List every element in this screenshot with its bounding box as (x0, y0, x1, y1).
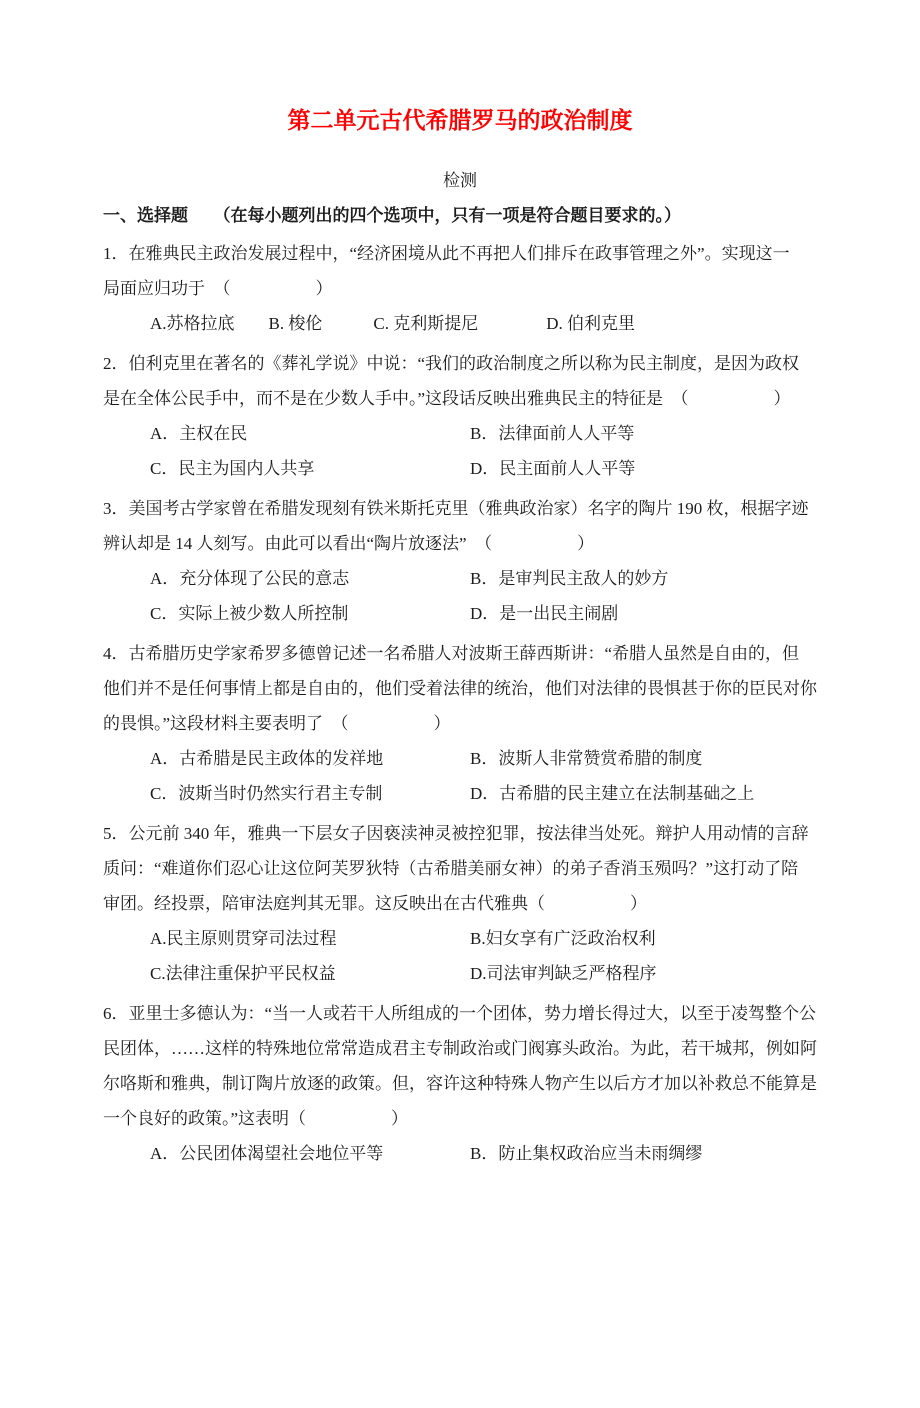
question-5-option-text: A.民主原则贯穿司法过程 (150, 929, 337, 948)
question-2-stem-line: 2．伯利克里在著名的《葬礼学说》中说：“我们的政治制度之所以称为民主制度，是因为政权 (103, 354, 800, 373)
question-6 (0, 996, 920, 1171)
question-3-option-text: B．是审判民主敌人的妙方 (470, 569, 669, 588)
question-2-option-text: B．法律面前人人平等 (470, 424, 635, 443)
question-3 (0, 491, 920, 631)
question-4-options-row (150, 741, 920, 776)
unit-title: 第二单元古代希腊罗马的政治制度 (287, 108, 633, 133)
question-3-option-text: D．是一出民主闹剧 (470, 604, 619, 623)
question-4-option-text: D．古希腊的民主建立在法制基础之上 (470, 784, 755, 803)
question-4-stem-line: 4．古希腊历史学家希罗多德曾记述一名希腊人对波斯王薛西斯讲：“希腊人虽然是自由的，但 (103, 644, 800, 663)
question-2-option-text: C．民主为国内人共享 (150, 459, 315, 478)
question-5-options-row (150, 956, 920, 991)
question-5 (0, 816, 920, 991)
question-5-option-text: D.司法审判缺乏严格程序 (470, 964, 657, 983)
question-3-option-text: C．实际上被少数人所控制 (150, 604, 349, 623)
question-5-stem-line: 5．公元前 340 年，雅典一下层女子因亵渎神灵被控犯罪，按法律当处死。辩护人用动情的言辞 (103, 824, 809, 843)
paper-subtitle: 检测 (443, 171, 477, 190)
question-1-stem-line: 局面应归功于 （ ） (103, 279, 333, 298)
question-5-options-row (150, 921, 920, 956)
question-6-stem-line: 尔咯斯和雅典，制订陶片放逐的政策。但，容许这种特殊人物产生以后方才加以补救总不能算是 (103, 1074, 817, 1093)
question-2 (0, 346, 920, 486)
question-2-option-text: D．民主面前人人平等 (470, 459, 636, 478)
question-2-stem-line: 是在全体公民手中，而不是在少数人手中。”这段话反映出雅典民主的特征是 （ ） (103, 389, 791, 408)
question-2-options-row (150, 416, 920, 451)
question-2-option-text: A．主权在民 (150, 424, 248, 443)
question-1-stem-line: 1．在雅典民主政治发展过程中，“经济困境从此不再把人们排斥在政事管理之外”。实现这一 (103, 244, 790, 263)
question-4-options-row (150, 776, 920, 811)
question-1 (0, 236, 920, 341)
exam-paper-page (0, 106, 920, 1408)
questions-list (0, 236, 920, 1171)
question-3-stem-line: 辨认却是 14 人刻写。由此可以看出“陶片放逐法” （ ） (103, 534, 595, 553)
question-4-option-text: C．波斯当时仍然实行君主专制 (150, 784, 383, 803)
question-1-option-text: A.苏格拉底 B. 梭伦 C. 克利斯提尼 D. 伯利克里 (150, 314, 635, 333)
question-4-stem-line: 他们并不是任何事情上都是自由的，他们受着法律的统治，他们对法律的畏惧甚于你的臣民对你 (103, 679, 817, 698)
question-6-stem-line: 一个良好的政策。”这表明（ ） (103, 1109, 409, 1128)
question-5-stem-line: 审团。经投票，陪审法庭判其无罪。这反映出在古代雅典（ ） (103, 894, 647, 913)
question-5-stem-line: 质问：“难道你们忍心让这位阿芙罗狄特（古希腊美丽女神）的弟子香消玉殒吗？”这打动了陪 (103, 859, 799, 878)
question-3-options-row (150, 561, 920, 596)
question-2-options-row (150, 451, 920, 486)
section-heading-multiple-choice: 一、选择题 （在每小题列出的四个选项中，只有一项是符合题目要求的。） (103, 206, 681, 225)
question-5-option-text: C.法律注重保护平民权益 (150, 964, 336, 983)
question-6-option-text: B．防止集权政治应当未雨绸缪 (470, 1144, 703, 1163)
question-3-options-row (150, 596, 920, 631)
question-4-stem-line: 的畏惧。”这段材料主要表明了 （ ） (103, 714, 451, 733)
question-3-option-text: A．充分体现了公民的意志 (150, 569, 350, 588)
question-4-option-text: A．古希腊是民主政体的发祥地 (150, 749, 384, 768)
question-6-option-text: A．公民团体渴望社会地位平等 (150, 1144, 384, 1163)
question-6-stem-line: 民团体，……这样的特殊地位常常造成君主专制政治或门阀寡头政治。为此，若干城邦，例如阿 (103, 1039, 817, 1058)
question-5-option-text: B.妇女享有广泛政治权利 (470, 929, 656, 948)
question-3-stem-line: 3．美国考古学家曾在希腊发现刻有铁米斯托克里（雅典政治家）名字的陶片 190 枚，根据字迹 (103, 499, 809, 518)
question-6-stem-line: 6．亚里士多德认为：“当一人或若干人所组成的一个团体，势力增长得过大，以至于凌驾整个公 (103, 1004, 817, 1023)
question-4 (0, 636, 920, 811)
question-4-option-text: B．波斯人非常赞赏希腊的制度 (470, 749, 703, 768)
question-1-options-row (150, 306, 920, 341)
question-6-options-row (150, 1136, 920, 1171)
